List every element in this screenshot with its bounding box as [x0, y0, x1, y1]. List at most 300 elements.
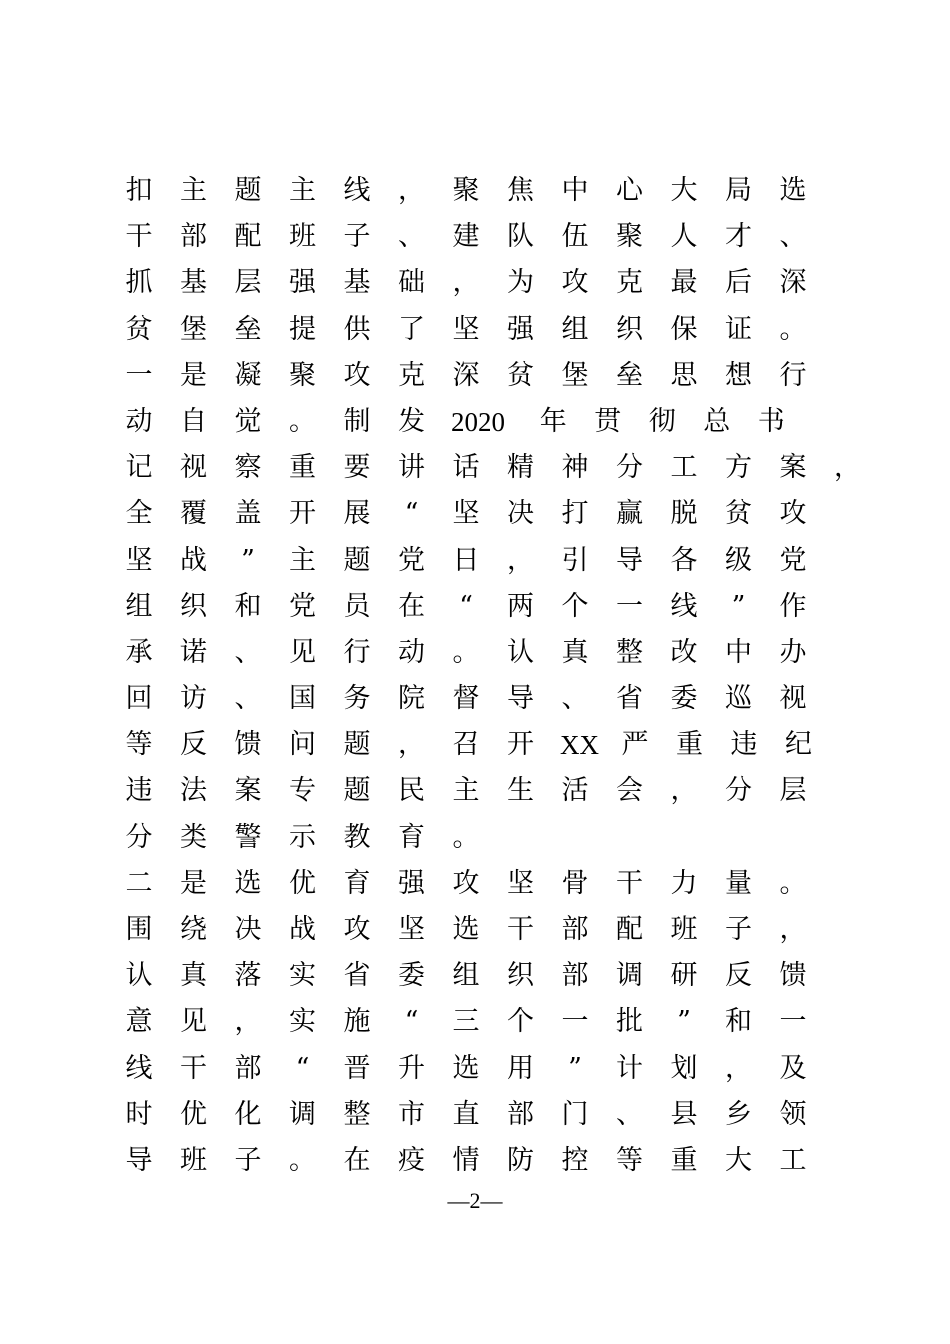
text-char: 贫: [725, 498, 752, 530]
text-char: 开: [289, 498, 316, 530]
text-char: 强: [289, 267, 316, 299]
text-char: 整: [343, 1098, 371, 1130]
text-line: [124, 953, 824, 999]
text-char: ，: [398, 729, 425, 761]
text-char: “: [404, 1006, 419, 1038]
text-char: 意: [125, 1006, 153, 1038]
text-char: 骨: [561, 867, 589, 899]
text-char: 办: [779, 636, 807, 668]
text-char: 提: [289, 313, 316, 345]
text-char: 组: [561, 313, 589, 345]
text-char: 坚: [452, 313, 480, 345]
text-line: [124, 676, 824, 722]
text-char: 委: [670, 683, 698, 715]
text-char: 生: [507, 775, 534, 807]
text-char: ”: [677, 1006, 691, 1038]
text-char: 干: [125, 221, 153, 253]
text-char: 认: [507, 636, 534, 668]
text-char: 纪: [784, 729, 812, 761]
text-char: 部: [507, 1098, 534, 1130]
text-char: 了: [398, 313, 425, 345]
text-char: 盖: [234, 498, 262, 530]
text-char: 覆: [180, 498, 207, 530]
text-char: 优: [289, 867, 316, 899]
text-char: 回: [125, 683, 153, 715]
text-char: ”: [731, 590, 746, 622]
text-char: 凝: [234, 359, 262, 391]
text-char: 方: [725, 452, 752, 484]
text-char: 神: [561, 452, 589, 484]
text-char: 后: [725, 267, 752, 299]
text-char: 、: [398, 221, 425, 253]
text-char: 子: [234, 1144, 262, 1176]
text-char: 为: [507, 267, 534, 299]
text-char: 见: [180, 1006, 207, 1038]
text-char: 级: [725, 544, 752, 576]
text-char: 全: [125, 498, 153, 530]
text-char: 民: [398, 775, 425, 807]
text-char: 打: [561, 498, 589, 530]
text-char: 。: [452, 821, 480, 853]
text-char: 题: [343, 729, 371, 761]
text-char: 员: [343, 590, 371, 622]
text-char: 克: [616, 267, 643, 299]
text-char: 队: [507, 221, 534, 253]
text-char: 基: [180, 267, 207, 299]
text-char: 开: [507, 729, 534, 761]
text-char: ，: [834, 452, 861, 484]
text-char: 优: [180, 1098, 207, 1130]
text-char: 门: [561, 1098, 589, 1130]
text-char: 供: [343, 313, 371, 345]
text-char: 焦: [507, 175, 534, 206]
text-char: 施: [343, 1006, 371, 1038]
text-char: 分: [616, 452, 643, 484]
text-char: 晋: [343, 1052, 371, 1084]
text-char: 一: [779, 1006, 807, 1038]
text-char: 用: [507, 1052, 534, 1084]
text-char: 证: [725, 313, 752, 345]
text-line: [124, 353, 824, 399]
text-char: 发: [398, 405, 425, 437]
text-char: 堡: [180, 313, 207, 345]
text-char: 攻: [343, 914, 371, 945]
text-char: 部: [180, 221, 207, 253]
text-char: 子: [725, 914, 752, 945]
text-char: 。: [779, 313, 807, 345]
text-char: 。: [289, 405, 316, 437]
text-char: 示: [289, 821, 316, 853]
text-char: 法: [180, 775, 207, 807]
text-char: 坚: [452, 498, 480, 530]
text-line: [124, 491, 824, 537]
text-char: 贫: [507, 359, 534, 391]
text-char: 、: [234, 683, 262, 715]
text-line: [124, 999, 824, 1045]
text-char: 坚: [507, 867, 534, 899]
text-char: 行: [343, 636, 371, 668]
text-char: 决: [234, 914, 262, 945]
text-char: 工: [779, 1144, 807, 1176]
text-char: 工: [670, 452, 698, 484]
text-char: 决: [507, 498, 534, 530]
text-char: 动: [125, 405, 153, 437]
text-char: 导: [125, 1144, 153, 1176]
text-char: 总: [703, 405, 731, 437]
text-char: 主: [180, 175, 207, 206]
text-char: 教: [343, 821, 371, 853]
text-char: 会: [616, 775, 643, 807]
text-char: 大: [670, 175, 698, 206]
text-char: 才: [725, 221, 752, 253]
text-char: 督: [452, 683, 480, 715]
text-line: [124, 445, 861, 491]
text-char: ”: [568, 1052, 582, 1084]
text-char: 。: [779, 867, 807, 899]
text-char: 等: [616, 1144, 643, 1176]
text-char: 分: [125, 821, 153, 853]
text-char: 省: [616, 683, 643, 715]
text-char: 攻: [779, 498, 807, 530]
text-char: 堡: [561, 359, 589, 391]
text-char: 保: [670, 313, 698, 345]
text-char: 引: [561, 544, 589, 576]
text-char: 彻: [648, 405, 676, 437]
text-char: 主: [452, 775, 480, 807]
text-char: 党: [289, 590, 316, 622]
text-char: 深: [779, 267, 807, 299]
text-char: 想: [725, 359, 752, 391]
text-char: 干: [180, 1052, 207, 1084]
text-char: 最: [670, 267, 698, 299]
text-char: 配: [616, 914, 643, 945]
text-char: 贯: [594, 405, 622, 437]
text-line: [124, 214, 824, 260]
text-char: 主: [289, 175, 316, 206]
text-char: 垒: [234, 313, 262, 345]
text-char: 时: [125, 1098, 153, 1130]
text-char: 违: [730, 729, 758, 761]
text-char: 国: [289, 683, 316, 715]
text-char: 重: [675, 729, 703, 761]
text-char: 研: [670, 960, 698, 992]
text-char: ，: [398, 175, 425, 206]
text-char: “: [404, 498, 419, 530]
text-char: 三: [452, 1006, 480, 1038]
text-char: 作: [779, 590, 807, 622]
text-char: 防: [507, 1144, 534, 1176]
text-char: 班: [670, 914, 698, 945]
text-char: 干: [507, 914, 534, 945]
text-char: 见: [289, 636, 316, 668]
text-char: 坚: [125, 544, 153, 576]
text-char: 战: [180, 544, 207, 576]
text-char: 选: [779, 175, 807, 206]
text-char: 及: [779, 1052, 807, 1084]
text-char: 班: [289, 221, 316, 253]
text-char: 战: [289, 914, 316, 945]
text-char: 真: [561, 636, 589, 668]
text-char: 织: [616, 313, 643, 345]
text-char: 调: [616, 960, 643, 992]
text-char: 是: [180, 867, 207, 899]
text-char: 直: [452, 1098, 480, 1130]
text-char: 实: [289, 960, 316, 992]
text-char: 访: [180, 683, 207, 715]
text-line: [124, 584, 824, 630]
text-char: 题: [234, 175, 262, 206]
text-line: [124, 907, 824, 953]
text-char: 强: [398, 867, 425, 899]
text-char: 书: [757, 405, 785, 437]
text-char: 领: [779, 1098, 807, 1130]
text-char: 选: [452, 914, 480, 945]
text-char: 攻: [561, 267, 589, 299]
text-char: 化: [234, 1098, 262, 1130]
text-char: 各: [670, 544, 698, 576]
text-char: 导: [616, 544, 643, 576]
body-text: [124, 168, 861, 1184]
text-char: 落: [234, 960, 262, 992]
text-char: 织: [507, 960, 534, 992]
text-char: 真: [180, 960, 207, 992]
text-char: 展: [343, 498, 371, 530]
text-char: 活: [561, 775, 589, 807]
text-line: [124, 630, 824, 676]
text-char: 市: [398, 1098, 425, 1130]
text-char: 伍: [561, 221, 589, 253]
text-char: 绕: [180, 914, 207, 945]
text-line: [124, 307, 824, 353]
text-char: 觉: [234, 405, 262, 437]
text-char: 班: [180, 1144, 207, 1176]
text-char: 线: [670, 590, 698, 622]
text-char: 基: [343, 267, 371, 299]
text-char: 重: [289, 452, 316, 484]
text-char: ，: [779, 914, 807, 945]
text-char: ，: [452, 267, 480, 299]
text-line: [124, 1138, 824, 1184]
text-char: 中: [561, 175, 589, 206]
text-char: 在: [343, 1144, 371, 1176]
text-char: 坚: [398, 914, 425, 945]
text-char: 克: [398, 359, 425, 391]
page-number: —2—: [447, 1188, 503, 1213]
text-char: 垒: [616, 359, 643, 391]
text-char: 记: [125, 452, 153, 484]
text-char: 、: [779, 221, 807, 253]
text-char: 心: [616, 175, 643, 206]
text-char: 量: [725, 867, 752, 899]
text-char: 和: [725, 1006, 752, 1038]
text-char: 选: [452, 1052, 480, 1084]
text-char: 配: [234, 221, 262, 253]
text-line: [124, 815, 824, 861]
text-char: 思: [670, 359, 698, 391]
text-line: [124, 722, 824, 768]
text-char: ，: [234, 1006, 262, 1038]
text-char: 个: [561, 590, 589, 622]
text-char: 、: [234, 636, 262, 668]
text-line: [124, 399, 824, 445]
text-char: 分: [725, 775, 752, 807]
text-char: “: [295, 1052, 310, 1084]
text-char: 层: [234, 267, 262, 299]
text-char: 馈: [779, 960, 807, 992]
text-char: 聚: [616, 221, 643, 253]
text-char: 行: [779, 359, 807, 391]
text-char: 一: [616, 590, 643, 622]
text-char: 、: [561, 683, 589, 715]
text-char: ，: [670, 775, 698, 807]
text-line: [124, 1046, 824, 1092]
text-char: 反: [180, 729, 207, 761]
text-char: 院: [398, 683, 425, 715]
text-char: 讲: [398, 452, 425, 484]
text-char: 线: [343, 175, 371, 206]
text-char: 实: [289, 1006, 316, 1038]
text-char: 批: [616, 1006, 643, 1038]
text-char: 。: [452, 636, 480, 668]
text-char: 导: [507, 683, 534, 715]
text-char: 聚: [452, 175, 480, 206]
text-char: 疫: [398, 1144, 425, 1176]
text-char: 情: [452, 1144, 480, 1176]
text-char: 诺: [180, 636, 207, 668]
text-char: 党: [779, 544, 807, 576]
text-char: 。: [289, 1144, 316, 1176]
text-char: 深: [452, 359, 480, 391]
text-char: 省: [343, 960, 371, 992]
text-char: 召: [452, 729, 480, 761]
text-char: 精: [507, 452, 534, 484]
text-char: “: [459, 590, 473, 622]
text-char: 组: [125, 590, 153, 622]
text-char: 赢: [616, 498, 643, 530]
text-line: [124, 538, 824, 584]
text-char: 调: [289, 1098, 316, 1130]
text-char: 大: [725, 1144, 752, 1176]
text-char: 违: [125, 775, 153, 807]
text-char: 二: [125, 867, 153, 899]
text-char: 话: [452, 452, 480, 484]
text-char: 局: [725, 175, 752, 206]
text-char: 委: [398, 960, 425, 992]
text-char: 案: [779, 452, 807, 484]
text-char: 控: [561, 1144, 589, 1176]
text-char: 2020: [451, 406, 505, 437]
text-char: 在: [398, 590, 425, 622]
text-line: [124, 1092, 824, 1138]
text-char: 部: [561, 914, 589, 945]
text-char: 乡: [725, 1098, 752, 1130]
text-char: 力: [670, 867, 698, 899]
text-char: 动: [398, 636, 425, 668]
text-char: 主: [289, 544, 316, 576]
text-char: 改: [670, 636, 698, 668]
text-char: ，: [507, 544, 534, 576]
text-char: 织: [180, 590, 207, 622]
text-char: 选: [234, 867, 262, 899]
text-char: 础: [398, 267, 425, 299]
text-char: 严: [621, 729, 649, 761]
text-char: 专: [289, 775, 316, 807]
text-char: XX: [560, 730, 599, 761]
text-char: 问: [289, 729, 316, 761]
text-char: 个: [507, 1006, 534, 1038]
text-char: 反: [725, 960, 752, 992]
text-char: 脱: [670, 498, 698, 530]
text-char: 人: [670, 221, 698, 253]
text-char: 聚: [289, 359, 316, 391]
text-char: 育: [398, 821, 425, 853]
text-char: 视: [180, 452, 207, 484]
text-char: 务: [343, 683, 371, 715]
text-char: 承: [125, 636, 153, 668]
text-char: 升: [398, 1052, 425, 1084]
text-line: [124, 861, 824, 907]
text-char: 、: [616, 1098, 643, 1130]
text-char: 党: [398, 544, 425, 576]
text-char: 馈: [234, 729, 262, 761]
text-char: 案: [234, 775, 262, 807]
text-char: 中: [725, 636, 752, 668]
text-line: [124, 768, 824, 814]
text-char: 题: [343, 544, 371, 576]
text-line: [124, 260, 824, 306]
text-char: 警: [234, 821, 262, 853]
text-char: 子: [343, 221, 371, 253]
text-char: 攻: [452, 867, 480, 899]
text-char: 线: [125, 1052, 153, 1084]
text-char: 视: [779, 683, 807, 715]
text-char: 年: [539, 405, 567, 437]
text-char: 和: [234, 590, 262, 622]
text-char: 计: [616, 1052, 643, 1084]
text-char: 部: [234, 1052, 262, 1084]
text-char: 制: [343, 405, 371, 437]
text-line: [124, 168, 824, 214]
text-char: 围: [125, 914, 153, 945]
text-char: 县: [670, 1098, 698, 1130]
text-char: 题: [343, 775, 371, 807]
text-char: 强: [507, 313, 534, 345]
text-char: 育: [343, 867, 371, 899]
text-char: 整: [616, 636, 643, 668]
text-char: 类: [180, 821, 207, 853]
text-char: 要: [343, 452, 371, 484]
text-char: 部: [561, 960, 589, 992]
text-char: 日: [452, 544, 480, 576]
text-char: 扣: [125, 175, 153, 206]
text-char: 划: [670, 1052, 698, 1084]
text-char: 一: [561, 1006, 589, 1038]
text-char: 察: [234, 452, 262, 484]
text-char: 抓: [125, 267, 153, 299]
text-char: ”: [241, 544, 255, 576]
text-char: 等: [125, 729, 153, 761]
text-char: 贫: [125, 313, 153, 345]
text-char: 两: [507, 590, 534, 622]
text-char: 干: [616, 867, 643, 899]
text-char: 建: [452, 221, 480, 253]
text-char: 自: [180, 405, 207, 437]
text-char: 攻: [343, 359, 371, 391]
text-char: ，: [725, 1052, 752, 1084]
text-char: 认: [125, 960, 153, 992]
text-char: 层: [779, 775, 807, 807]
text-char: 一: [125, 359, 153, 391]
